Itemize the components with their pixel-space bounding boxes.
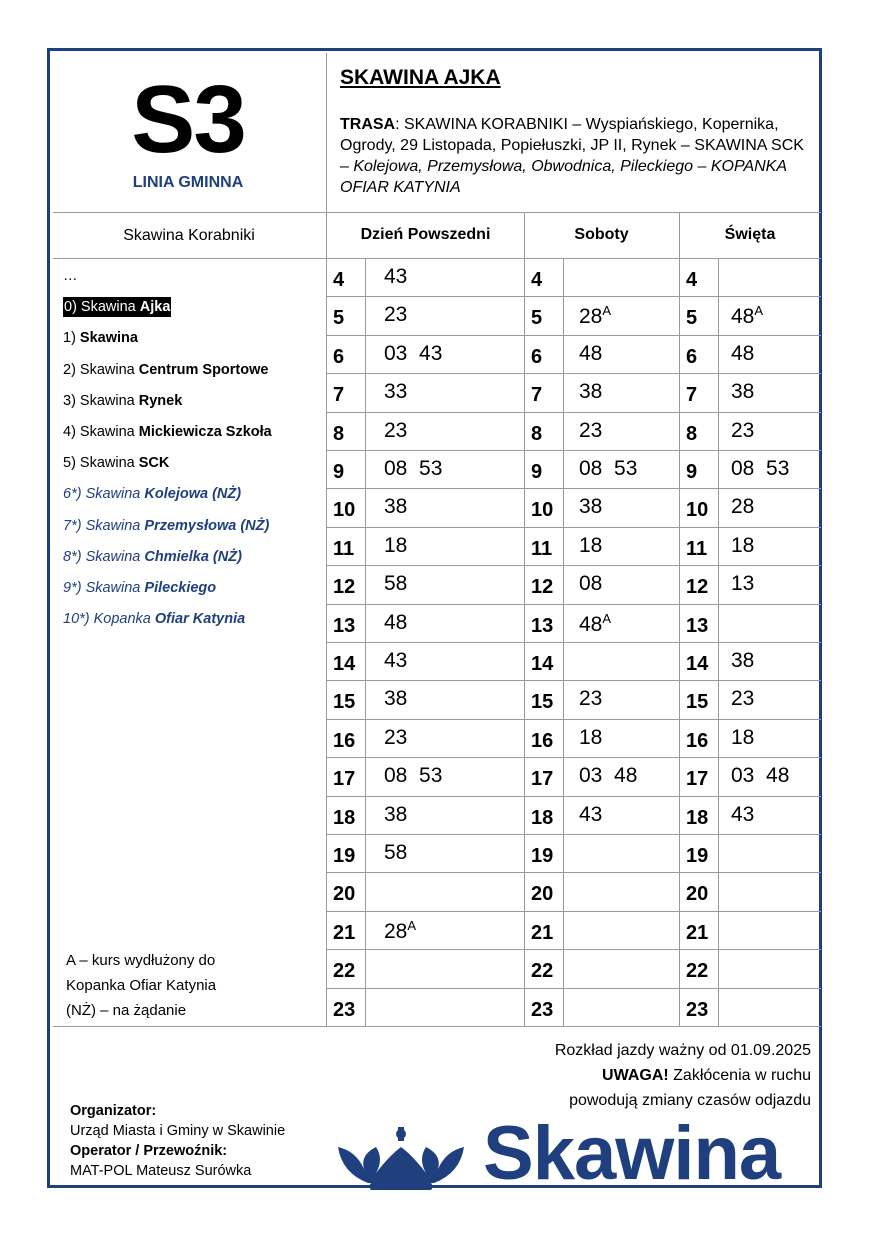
operator-name: MAT-POL Mateusz Surówka [70, 1163, 252, 1179]
minutes-cell: 58 [384, 572, 408, 596]
hour-cell: 20 [333, 883, 356, 906]
hour-cell: 22 [531, 960, 554, 983]
row-divider [326, 872, 821, 873]
hour-cell: 13 [531, 614, 554, 637]
organizer-name: Urząd Miasta i Gminy w Skawinie [70, 1123, 286, 1139]
minutes-cell: 38 [731, 380, 755, 404]
route-description [340, 114, 810, 198]
stops-list [63, 266, 325, 640]
stop-item: 1) Skawina [63, 330, 138, 347]
minutes-cell: 33 [384, 380, 408, 404]
route-ondemand: Kolejowa, Przemysłowa, Obwodnica, Pileckiego – KOPANKA OFIAR KATYNIA [340, 158, 787, 196]
direction-header: Skawina Korabniki [123, 227, 255, 244]
minutes-cell: 23 [384, 725, 408, 749]
validity-notice [555, 1038, 811, 1113]
grid-line [326, 53, 327, 1026]
hour-cell: 5 [531, 307, 543, 330]
hour-cell: 10 [333, 499, 356, 522]
hour-cell: 11 [686, 537, 708, 560]
minutes-cell: 13 [731, 572, 755, 596]
minutes-cell: 43 [731, 802, 755, 826]
minutes-cell: 08 53 [579, 457, 638, 480]
minutes-cell: 38 [579, 495, 603, 519]
hour-cell: 11 [333, 537, 355, 560]
grid-line [53, 212, 821, 213]
minutes-cell: 23 [579, 687, 603, 711]
hour-cell: 23 [531, 998, 554, 1021]
hour-cell: 18 [531, 806, 554, 829]
row-divider [326, 373, 821, 374]
minutes-cell: 18 [579, 725, 603, 749]
stop-item: 9*) Skawina Pileckiego [63, 579, 217, 596]
hour-cell: 13 [686, 614, 709, 637]
hour-cell: 10 [686, 499, 709, 522]
grid-line [53, 258, 821, 259]
stop-item: … [63, 268, 78, 284]
hour-cell: 18 [686, 806, 709, 829]
minutes-cell: 18 [731, 725, 755, 749]
legend-line: (NŻ) – na żądanie [66, 1002, 187, 1019]
holiday-header: Święta [724, 226, 776, 243]
row-divider [326, 604, 821, 605]
row-divider [326, 296, 821, 297]
row-divider [326, 834, 821, 835]
minutes-cell: 08 53 [384, 457, 443, 480]
stop-item: 2) Skawina Centrum Sportowe [63, 361, 269, 378]
crown-icon [330, 1125, 472, 1196]
hour-cell: 10 [531, 499, 554, 522]
row-divider [326, 796, 821, 797]
row-divider [326, 412, 821, 413]
organizer-label: Organizator: [70, 1103, 157, 1119]
hour-cell: 12 [333, 576, 356, 599]
row-divider [326, 680, 821, 681]
hour-cell: 22 [686, 960, 709, 983]
hour-cell: 5 [333, 307, 345, 330]
hour-cell: 8 [686, 422, 698, 445]
hour-cell: 12 [686, 576, 709, 599]
row-divider [326, 949, 821, 950]
hour-cell: 7 [686, 384, 698, 407]
grid-line [53, 1026, 821, 1027]
minutes-cell: 48 [731, 341, 755, 365]
stop-item: 5) Skawina SCK [63, 455, 170, 472]
minutes-cell: 43 [384, 265, 408, 288]
hour-cell: 15 [333, 691, 356, 714]
minutes-cell: 23 [579, 418, 603, 442]
stop-item: 0) Skawina Ajka [64, 299, 171, 316]
stop-item: 10*) Kopanka Ofiar Katynia [63, 611, 246, 628]
minutes-cell: 38 [384, 495, 408, 519]
minutes-cell: 18 [384, 533, 408, 557]
hour-cell: 17 [333, 768, 356, 791]
minutes-cell: 38 [579, 380, 603, 404]
row-divider [326, 911, 821, 912]
minutes-cell: 08 53 [731, 457, 790, 480]
hour-cell: 18 [333, 806, 356, 829]
hour-cell: 16 [686, 729, 709, 752]
hour-cell: 17 [531, 768, 554, 791]
warning-line [555, 1063, 811, 1088]
minutes-cell: 08 [579, 572, 603, 596]
minutes-cell: 43 [384, 649, 408, 672]
minutes-cell: 38 [731, 649, 755, 672]
minutes-cell: 18 [579, 533, 603, 557]
hour-cell: 14 [333, 653, 356, 675]
hour-cell: 19 [686, 845, 709, 867]
line-type: LINIA GMINNA [132, 174, 244, 191]
hour-cell: 7 [531, 384, 543, 407]
minutes-cell: 23 [731, 418, 755, 442]
minutes-cell: $48^A$ [579, 610, 612, 636]
stop-item: 6*) Skawina Kolejowa (NŻ) [63, 486, 242, 503]
hour-cell: 17 [686, 768, 709, 791]
minutes-cell: 18 [731, 533, 755, 557]
hour-cell: 11 [531, 537, 553, 560]
weekday-header: Dzień Powszedni [360, 226, 491, 243]
hour-cell: 21 [686, 921, 709, 944]
minutes-cell: $48^A$ [731, 303, 764, 329]
stop-item: 4) Skawina Mickiewicza Szkoła [63, 423, 272, 440]
organizer-info [70, 1101, 285, 1181]
hour-cell: 19 [333, 845, 356, 867]
warning-line-2: powodują zmiany czasów odjazdu [569, 1092, 811, 1109]
legend [66, 948, 216, 1023]
validity-date: Rozkład jazdy ważny od 01.09.2025 [554, 1042, 811, 1059]
hour-cell: 4 [531, 269, 543, 291]
minutes-cell: 03 48 [579, 764, 638, 788]
row-divider [326, 488, 821, 489]
hour-cell: 9 [333, 461, 345, 483]
warning-label: UWAGA! [602, 1067, 669, 1084]
minutes-cell: 48 [384, 610, 408, 634]
stop-item: 8*) Skawina Chmielka (NŻ) [63, 548, 242, 565]
hour-cell: 8 [333, 422, 345, 445]
hour-cell: 6 [531, 345, 543, 368]
hour-cell: 20 [531, 883, 554, 906]
minutes-cell: 48 [579, 341, 603, 365]
hour-cell: 15 [686, 691, 709, 714]
hour-cell: 9 [686, 461, 698, 483]
minutes-cell: $28^A$ [579, 303, 612, 329]
hour-cell: 4 [333, 269, 345, 291]
hour-cell: 16 [531, 729, 554, 752]
minutes-cell: 43 [579, 802, 603, 826]
line-number: S3 [131, 66, 245, 173]
hour-cell: 14 [686, 653, 709, 675]
row-divider [326, 719, 821, 720]
hour-cell: 13 [333, 614, 356, 637]
hour-cell: 14 [531, 653, 554, 675]
row-divider [326, 642, 821, 643]
hour-cell: 15 [531, 691, 554, 714]
hour-cell: 6 [686, 345, 698, 368]
stop-item: 7*) Skawina Przemysłowa (NŻ) [63, 517, 270, 534]
operator-label: Operator / Przewoźnik: [70, 1143, 228, 1159]
hour-cell: 19 [531, 845, 554, 867]
minutes-cell: $28^A$ [384, 917, 417, 943]
row-divider [326, 565, 821, 566]
stop-title: SKAWINA AJKA [340, 66, 501, 89]
hour-cell: 23 [686, 998, 709, 1021]
minutes-cell: 58 [384, 841, 408, 864]
hour-cell: 12 [531, 576, 554, 599]
minutes-cell: 03 48 [731, 764, 790, 788]
hour-cell: 4 [686, 269, 698, 291]
minutes-cell: 23 [731, 687, 755, 711]
hour-cell: 9 [531, 461, 543, 483]
legend-line: A – kurs wydłużony do [66, 952, 216, 969]
minutes-cell: 03 43 [384, 341, 443, 365]
hour-cell: 7 [333, 384, 345, 407]
minutes-cell: 28 [731, 495, 755, 519]
row-divider [326, 450, 821, 451]
minutes-cell: 08 53 [384, 764, 443, 788]
hour-cell: 22 [333, 960, 356, 983]
minutes-cell: 23 [384, 418, 408, 442]
hour-cell: 16 [333, 729, 356, 752]
saturday-header: Soboty [574, 226, 629, 243]
route-main: : SKAWINA KORABNIKI – Wyspiańskiego, Kopernika, Ogrody, 29 Listopada, Popiełuszki, JP II, Rynek – SKAWINA SCK – [340, 116, 804, 175]
hour-cell: 5 [686, 307, 698, 330]
legend-line: Kopanka Ofiar Katynia [66, 977, 217, 994]
route-label: TRASA [340, 116, 396, 133]
row-divider [326, 757, 821, 758]
minutes-cell: 23 [384, 303, 408, 327]
hour-cell: 6 [333, 345, 345, 368]
hour-cell: 23 [333, 998, 356, 1021]
minutes-cell: 38 [384, 687, 408, 711]
skawina-logo-text: Skawina [483, 1111, 781, 1196]
warning-text: Zakłócenia w ruchu [668, 1067, 811, 1084]
minutes-cell: 38 [384, 802, 408, 826]
row-divider [326, 335, 821, 336]
row-divider [326, 527, 821, 528]
hour-cell: 21 [333, 921, 356, 944]
hour-cell: 20 [686, 883, 709, 906]
hour-cell: 21 [531, 921, 554, 944]
stop-item: 3) Skawina Rynek [63, 392, 183, 409]
hour-cell: 8 [531, 422, 543, 445]
row-divider [326, 988, 821, 989]
